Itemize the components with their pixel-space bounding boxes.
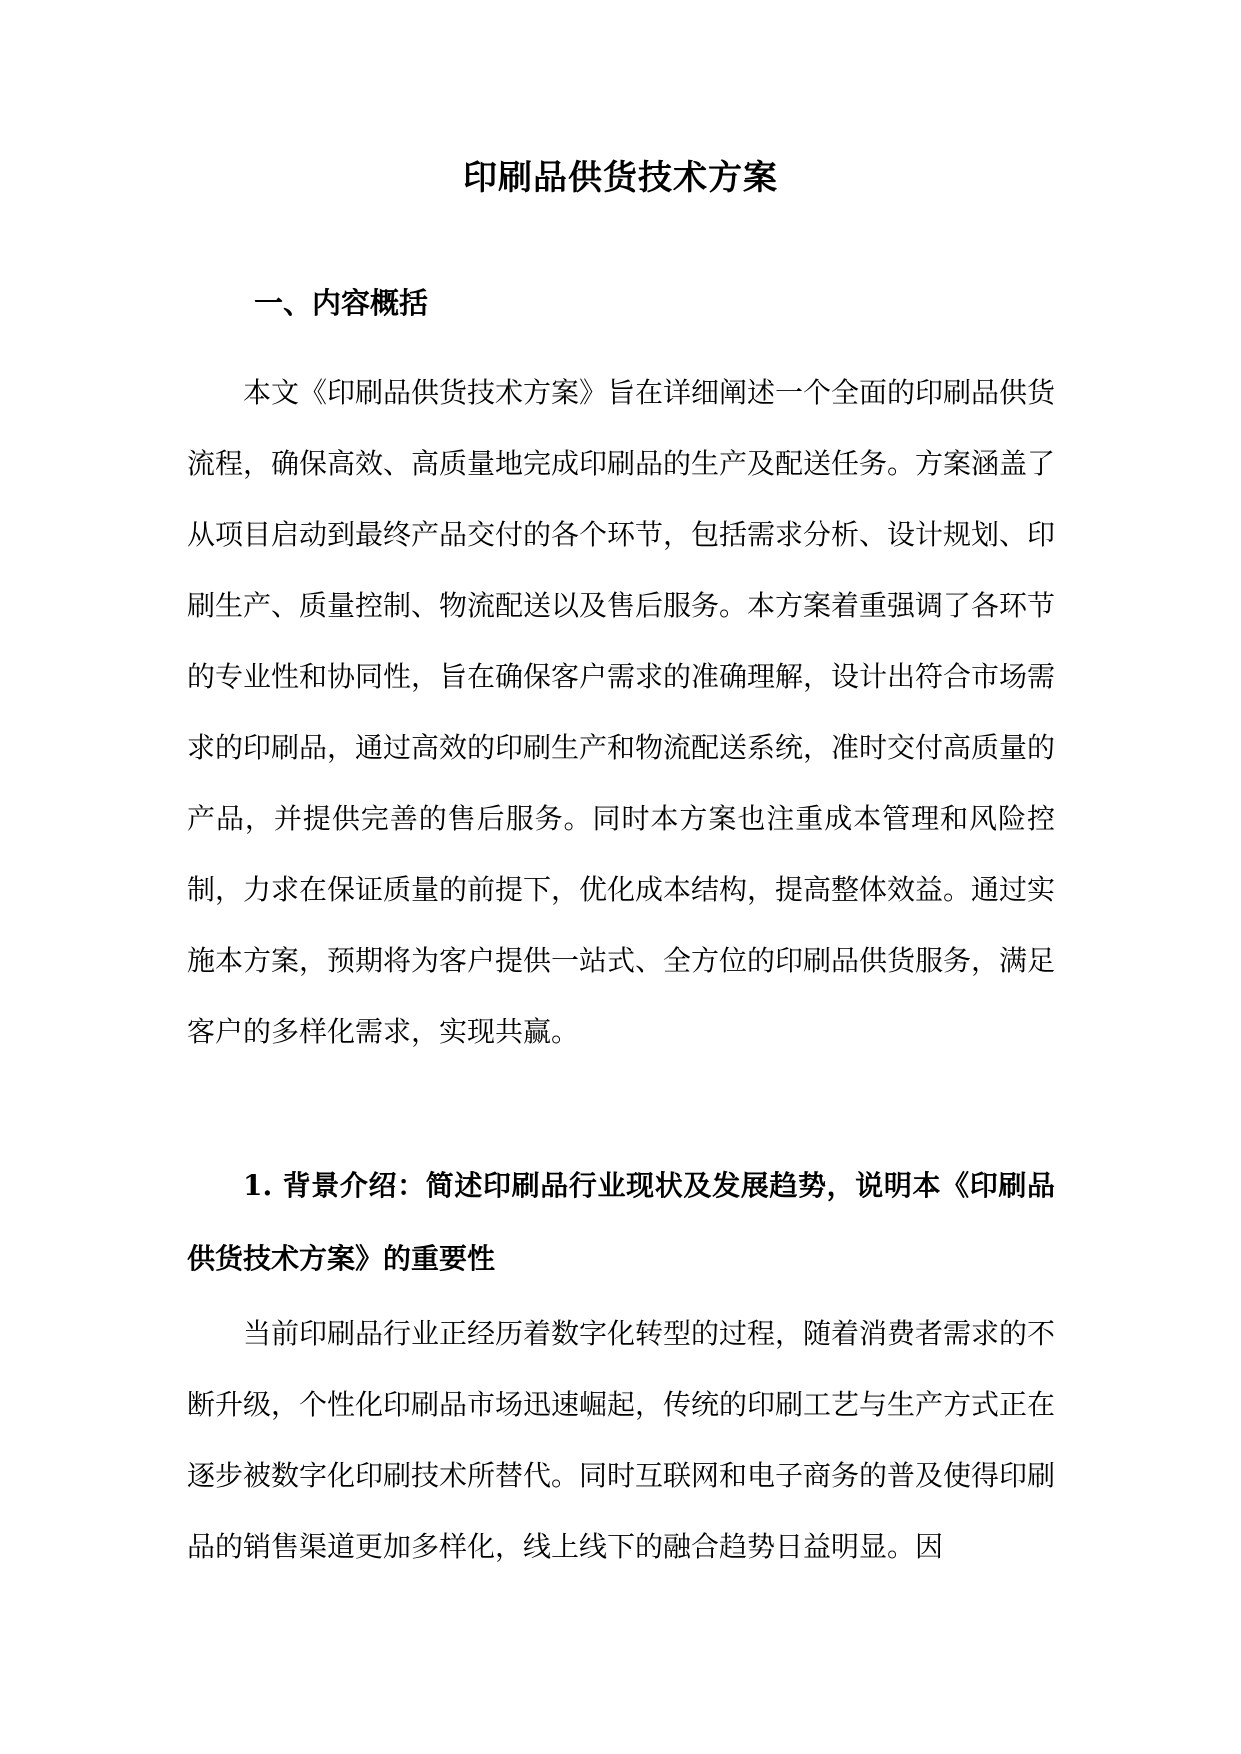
section-heading-content-summary: 一、内容概括 <box>254 286 429 320</box>
document-title: 印刷品供货技术方案 <box>463 158 778 198</box>
section-paragraph-content-summary: 本文《印刷品供货技术方案》旨在详细阐述一个全面的印刷品供货流程，确保高效、高质量地完成印刷品的生产及配送任务。方案涵盖了从项目启动到最终产品交付的各个环节，包括需求分析、设计规划、印刷生产、质量控制、物流配送以及售后服务。本方案着重强调了各环节的专业性和协同性，旨在确保客户需求的准确理解，设计出符合市场需求的印刷品，通过高效的印刷生产和物流配送系统，准时交付高质量的产品，并提供完善的售后服务。同时本方案也注重成本管理和风险控制，力求在保证质量的前提下，优化成本结构，提高整体效益。通过实施本方案，预期将为客户提供一站式、全方位的印刷品供货服务，满足客户的多样化需求，实现共赢。 <box>187 376 1056 1048</box>
subsection-paragraph-background: 当前印刷品行业正经历着数字化转型的过程，随着消费者需求的不断升级，个性化印刷品市场迅速崛起，传统的印刷工艺与生产方式正在逐步被数字化印刷技术所替代。同时互联网和电子商务的普及使得印刷品的销售渠道更加多样化，线上线下的融合趋势日益明显。因 <box>187 1317 1056 1563</box>
subsection-heading-background: 1. 背景介绍：简述印刷品行业现状及发展趋势，说明本《印刷品供货技术方案》的重要性 <box>187 1169 1055 1275</box>
